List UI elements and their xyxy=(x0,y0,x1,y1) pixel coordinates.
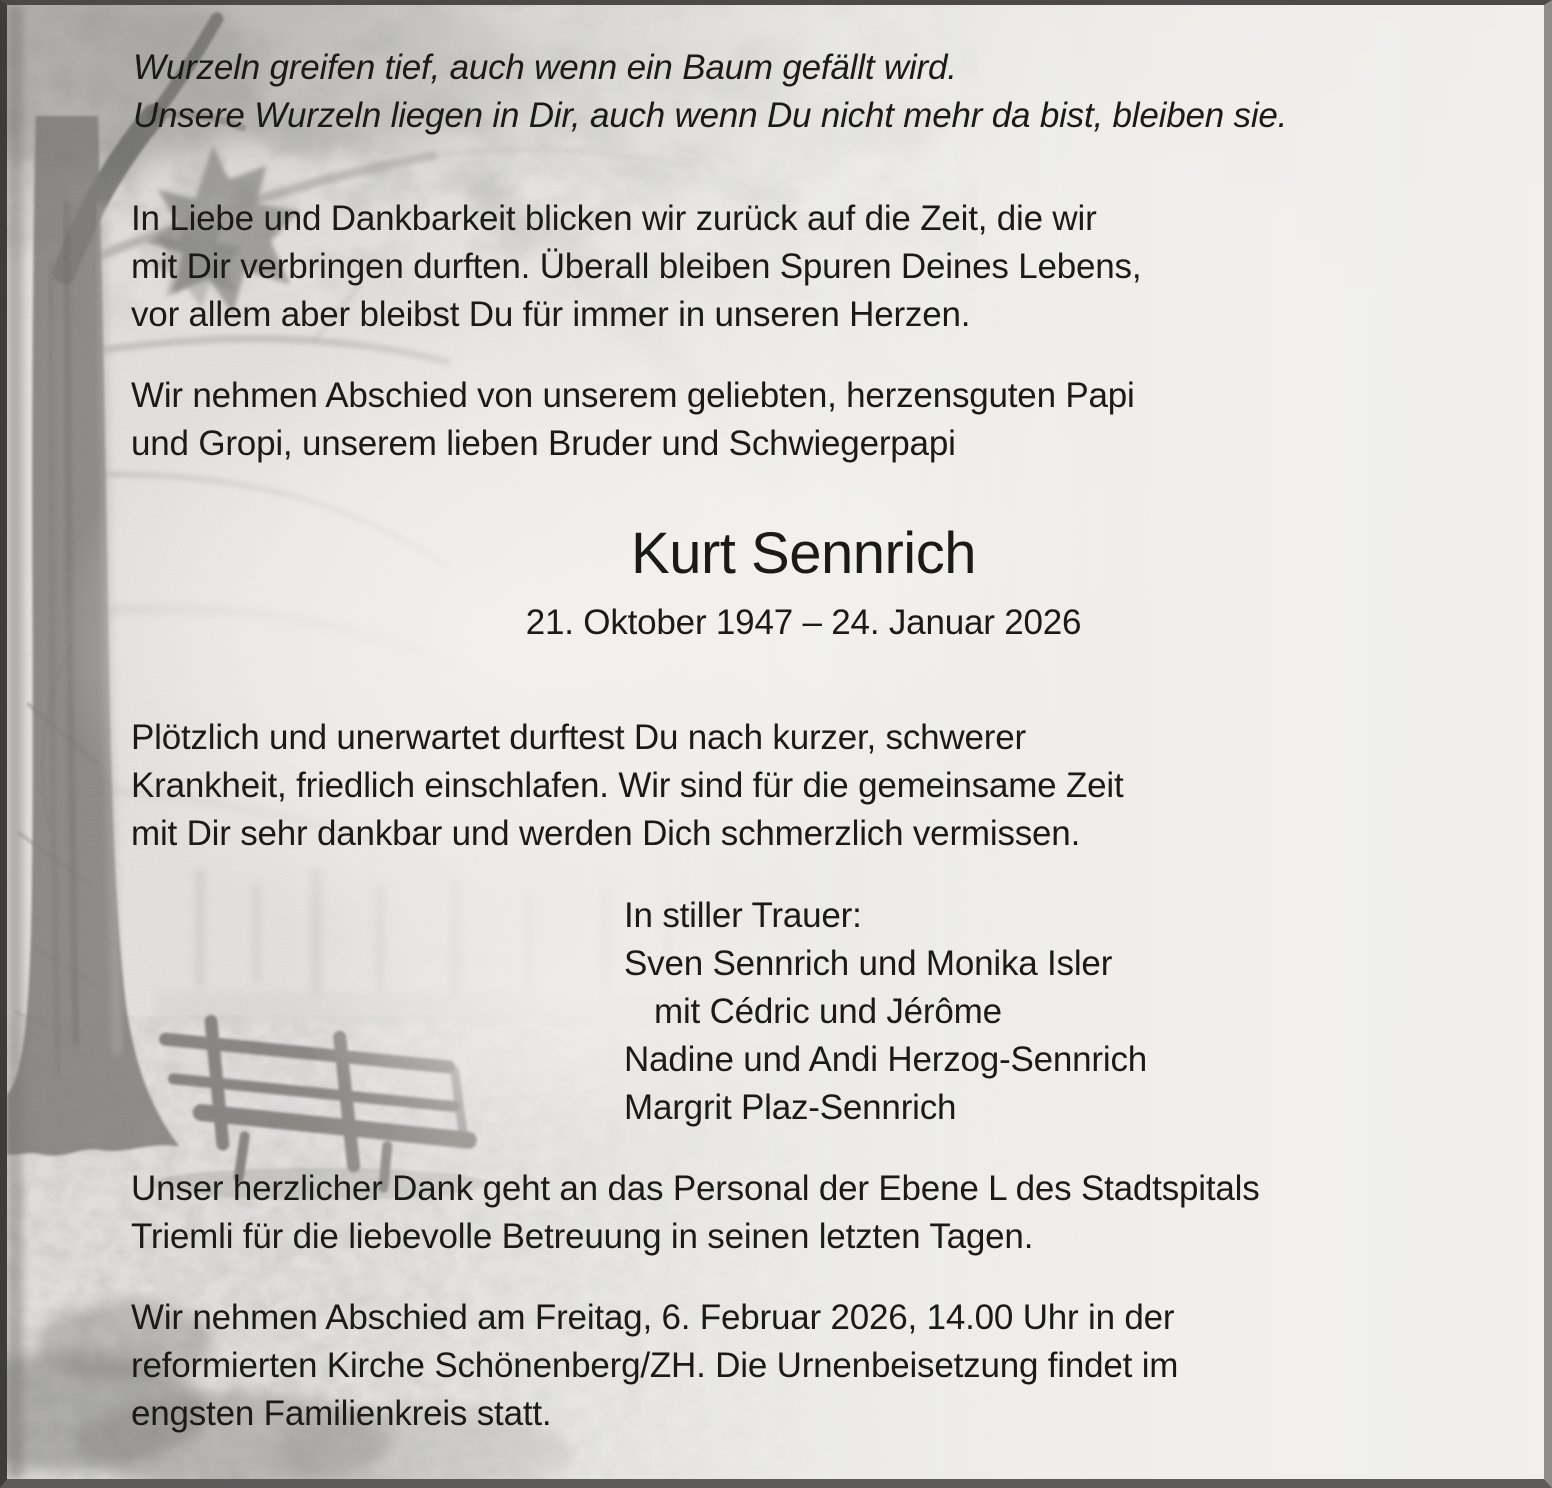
service-paragraph xyxy=(131,1294,1178,1438)
text-line: Unsere Wurzeln liegen in Dir, auch wenn Du nicht mehr da bist, bleiben sie. xyxy=(133,96,1288,135)
thanks-paragraph xyxy=(131,1165,1260,1261)
deceased-name: Kurt Sennrich xyxy=(631,521,976,586)
mourning-heading: In stiller Trauer: xyxy=(624,896,862,935)
text-line: Wir nehmen Abschied am Freitag, 6. Februar 2026, 14.00 Uhr in der xyxy=(131,1298,1175,1337)
life-dates: 21. Oktober 1947 – 24. Januar 2026 xyxy=(525,603,1082,642)
mourner-line: mit Cédric und Jérôme xyxy=(654,992,1002,1031)
text-line: Unser herzlicher Dank geht an das Personal der Ebene L des Stadtspitals xyxy=(131,1169,1260,1208)
text-line: Krankheit, friedlich einschlafen. Wir sind für die gemeinsame Zeit xyxy=(131,766,1124,805)
passing-paragraph xyxy=(131,714,1124,858)
text-line: vor allem aber bleibst Du für immer in unseren Herzen. xyxy=(131,295,971,334)
text-line: In Liebe und Dankbarkeit blicken wir zurück auf die Zeit, die wir xyxy=(131,199,1097,238)
text-line: und Gropi, unserem lieben Bruder und Schwiegerpapi xyxy=(131,424,956,463)
mourner-line: Margrit Plaz-Sennrich xyxy=(624,1088,957,1127)
text-line: Wurzeln greifen tief, auch wenn ein Baum gefällt wird. xyxy=(133,48,957,87)
mourner-line: Sven Sennrich und Monika Isler xyxy=(624,944,1113,983)
mourner-line: Nadine und Andi Herzog-Sennrich xyxy=(624,1040,1148,1079)
text-line: Triemli für die liebevolle Betreuung in seinen letzten Tagen. xyxy=(131,1217,1034,1256)
text-line: mit Dir verbringen durften. Überall bleiben Spuren Deines Lebens, xyxy=(131,247,1142,286)
text-line: reformierten Kirche Schönenberg/ZH. Die Urnenbeisetzung findet im xyxy=(131,1346,1179,1385)
text-line: Wir nehmen Abschied von unserem geliebten, herzensguten Papi xyxy=(131,376,1135,415)
text-line: mit Dir sehr dankbar und werden Dich schmerzlich vermissen. xyxy=(131,814,1081,853)
farewell-announcement xyxy=(131,372,1135,468)
epigraph xyxy=(133,44,1287,140)
notice-content xyxy=(7,5,1544,1479)
text-line: Plötzlich und unerwartet durftest Du nach kurzer, schwerer xyxy=(131,718,1026,757)
text-line: engsten Familienkreis statt. xyxy=(131,1394,552,1433)
mourning-block xyxy=(624,892,1147,1132)
intro-paragraph xyxy=(131,195,1141,339)
